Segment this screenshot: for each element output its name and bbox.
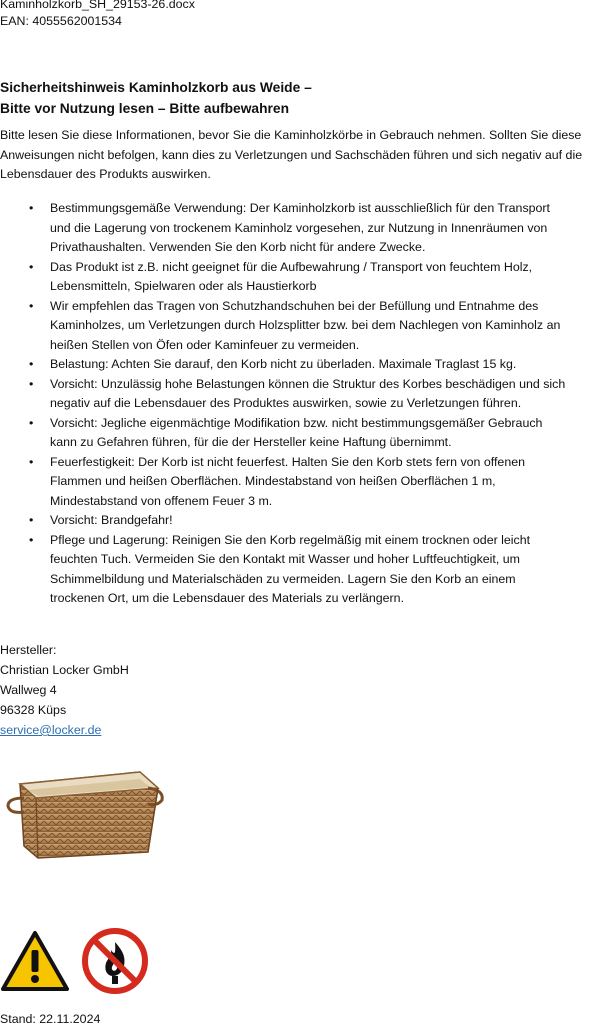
bullet-line: kann zu Gefahren führen, für die der Hersteller keine Haftung übernimmt. xyxy=(50,435,452,449)
safety-bullet-item xyxy=(0,414,609,453)
bullet-marker: • xyxy=(29,357,34,371)
bullet-line: Flammen und heißen Oberflächen. Mindestabstand von heißen Oberflächen 1 m, xyxy=(50,474,496,488)
manufacturer-company: Christian Locker GmbH xyxy=(0,663,129,677)
revision-date: Stand: 22.11.2024 xyxy=(0,1012,101,1026)
bullet-line: Wir empfehlen das Tragen von Schutzhandschuhen bei der Befüllung und Entnahme des xyxy=(50,298,539,313)
bullet-line: Vorsicht: Jegliche eigenmächtige Modifikation bzw. nicht bestimmungsgemäßer Gebrauch xyxy=(50,415,543,430)
bullet-line: heißen Stellen von Öfen oder Kaminfeuer zu vermeiden. xyxy=(50,337,360,352)
title-line-1: Sicherheitshinweis Kaminholzkorb aus Weide – xyxy=(0,80,312,95)
safety-bullet-item xyxy=(0,355,609,375)
safety-bullet-item xyxy=(0,258,609,297)
safety-bullet-item xyxy=(0,453,609,512)
file-name: Kaminholzkorb_SH_29153-26.docx xyxy=(0,0,195,11)
bullet-marker: • xyxy=(29,259,34,274)
safety-bullet-item xyxy=(0,531,609,609)
bullet-line: Vorsicht: Brandgefahr! xyxy=(50,513,173,527)
bullet-marker: • xyxy=(29,415,34,430)
bullet-line: Das Produkt ist z.B. nicht geeignet für die Aufbewahrung / Transport von feuchtem Holz, xyxy=(50,259,533,274)
bullet-marker: • xyxy=(29,513,34,527)
title-line-2: Bitte vor Nutzung lesen – Bitte aufbewahren xyxy=(0,101,290,116)
ean-number: EAN: 4055562001534 xyxy=(0,14,122,28)
safety-bullet-item xyxy=(0,199,609,258)
bullet-line: Vorsicht: Unzulässig hohe Belastungen können die Struktur des Korbes beschädigen und sich xyxy=(50,376,566,391)
safety-bullet-item xyxy=(0,297,609,356)
bullet-line: Belastung: Achten Sie darauf, den Korb nicht zu überladen. Maximale Traglast 15 kg. xyxy=(50,357,517,371)
bullet-marker: • xyxy=(29,376,34,391)
bullet-line: und die Lagerung von trockenem Kaminholz vorgesehen, zur Nutzung in Innenräumen von xyxy=(50,220,548,235)
manufacturer-email-link[interactable]: service@locker.de xyxy=(0,723,102,737)
bullet-line: Kaminholzes, um Verletzungen durch Holzsplitter bzw. bei dem Nachlegen von Kaminholz an xyxy=(50,318,561,332)
bullet-marker: • xyxy=(29,532,34,547)
safety-bullet-item xyxy=(0,511,609,531)
bullet-line: Privathaushalten. Verwenden Sie den Korb nicht für andere Zwecke. xyxy=(50,240,426,254)
bullet-marker: • xyxy=(29,201,34,215)
manufacturer-city: 96328 Küps xyxy=(0,703,67,717)
document-header xyxy=(0,0,195,30)
manufacturer-label: Hersteller: xyxy=(0,643,57,657)
manufacturer-block xyxy=(0,640,129,740)
bullet-marker: • xyxy=(29,298,34,313)
safety-bullet-list xyxy=(0,199,609,609)
wicker-basket-image xyxy=(2,754,164,862)
bullet-line: Mindestabstand von offenem Feuer 3 m. xyxy=(50,493,273,508)
bullet-line: Schimmelbildung und Materialschäden zu vermeiden. Lagern Sie den Korb an einem xyxy=(50,571,516,586)
bullet-line: negativ auf die Lebensdauer des Produktes auswirken, sowie zu Verletzungen führen. xyxy=(50,396,522,410)
bullet-line: trockenen Ort, um die Lebensdauer des Materials zu verlängern. xyxy=(50,591,405,605)
no-open-flame-icon xyxy=(82,928,148,994)
page-title xyxy=(0,77,312,119)
bullet-marker: • xyxy=(29,454,34,469)
intro-paragraph: Bitte lesen Sie diese Informationen, bevor Sie die Kaminholzkörbe in Gebrauch nehmen. Sollten Sie diese Anweisungen nicht befolgen, kann dies zu Verletzungen und Sachschäden führen und sich negativ auf die Lebensdauer des Produkts auswirken. xyxy=(0,128,583,181)
bullet-line: feuchten Tuch. Vermeiden Sie den Kontakt mit Wasser und hoher Luftfeuchtigkeit, um xyxy=(50,552,520,566)
bullet-line: Lebensmitteln, Spielwaren oder als Haustierkorb xyxy=(50,279,317,293)
bullet-line: Pflege und Lagerung: Reinigen Sie den Korb regelmäßig mit einem trocknen oder leicht xyxy=(50,532,531,547)
bullet-line: Bestimmungsgemäße Verwendung: Der Kaminholzkorb ist ausschließlich für den Transport xyxy=(50,201,550,215)
warning-triangle-icon xyxy=(0,930,70,992)
manufacturer-street: Wallweg 4 xyxy=(0,683,57,697)
safety-bullet-item xyxy=(0,375,609,414)
bullet-line: Feuerfestigkeit: Der Korb ist nicht feuerfest. Halten Sie den Korb stets fern von offenen xyxy=(50,454,526,469)
